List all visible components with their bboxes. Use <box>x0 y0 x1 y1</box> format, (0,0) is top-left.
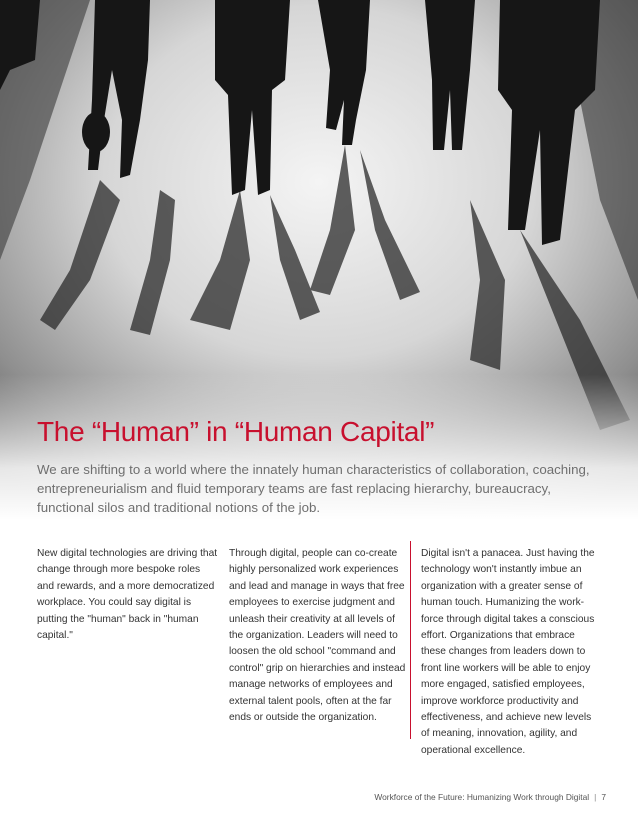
body-column-1: New digital technologies are driving that change through more bespoke roles and rewards, and a more democratized workplace. You could say digital is putting the "human" back in "human capital." <box>37 548 218 642</box>
page-footer <box>374 792 606 802</box>
page-number: 7 <box>601 792 606 802</box>
footer-separator: | <box>594 792 597 802</box>
page-title: The “Human” in “Human Capital” <box>37 416 435 447</box>
column-divider <box>410 541 411 739</box>
body-column-3: Digital isn't a panacea. Just having the technology won't instantly imbue an organization with a greater sense of human touch. Humanizing the work-force through digital takes a conscious effort. Organizations that embrace these changes from leaders down to front line workers will be able to enjoy more engaged, satisfied employees, improve workforce productivity and effectiveness, and achieve new levels of meaning, innovation, agility, and operational excellence. <box>421 548 595 756</box>
intro-paragraph: We are shifting to a world where the innately human characteristics of collaboration, coaching, entrepreneurialism and fluid temporary teams are fast replacing hierarchy, bureaucracy, functional silos and traditional notions of the job. <box>37 462 590 515</box>
body-column-2: Through digital, people can co-create highly personalized work experiences and lead and manage in ways that free employees to exercise judgment and unleash their creativity at all levels of the organization. Leaders will need to loosen the old school "command and control" grip on hierarchies and instead manage networks of employees and external talent pools, often at the far ends or outside the organization. <box>229 548 406 724</box>
footer-publication: Workforce of the Future: Humanizing Work through Digital <box>374 792 590 802</box>
